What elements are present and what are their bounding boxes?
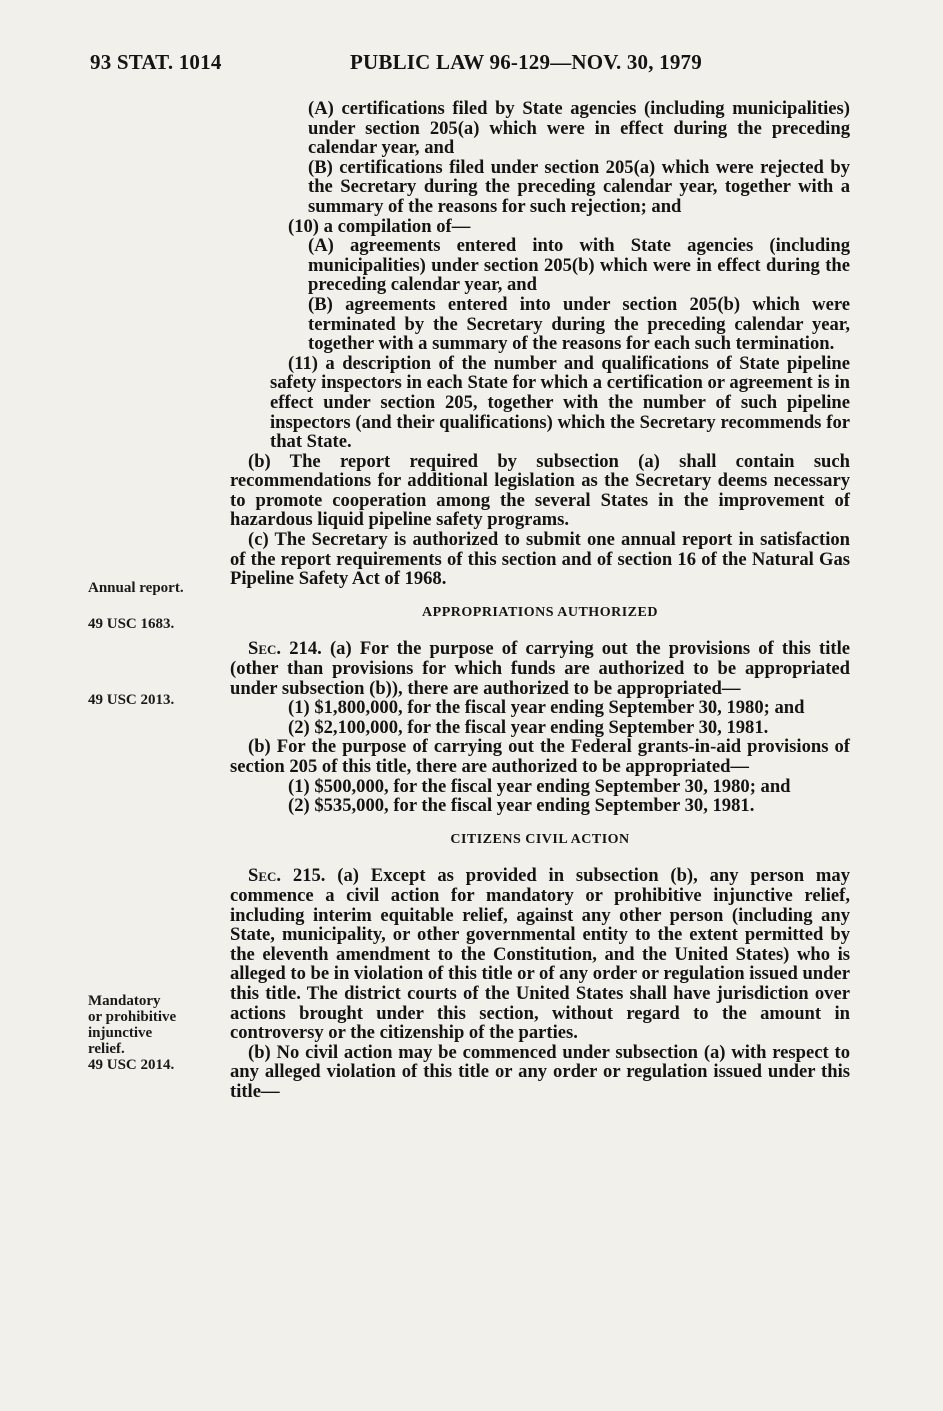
section-215a [230, 866, 850, 1042]
clause-10a: (A) agreements entered into with State agencies (including municipalities) under section 205(b) which were in effect during the preceding calendar year, and [308, 235, 850, 296]
margin-note-usc-1683: 49 USC 1683. [88, 616, 175, 632]
subsection-b: (b) The report required by subsection (a) shall contain such recommendations for additional legislation as the Secretary deems necessary to promote cooperation among the several States in the improvement of hazardous liquid pipeline safety programs. [230, 450, 850, 531]
section-215b: (b) No civil action may be commenced under subsection (a) with respect to any alleged violation of this title or any order or regulation issued under this title— [230, 1041, 850, 1102]
margin-note-line: relief. [88, 1041, 125, 1057]
margin-note-annual-report: Annual report. [88, 580, 184, 596]
clause-10b: (B) agreements entered into under section 205(b) which were terminated by the Secretary during the preceding calendar year, together with a summary of the reasons for each such termination. [308, 293, 850, 355]
section-215a-text: 215. (a) Except as provided in subsection (b), any person may commence a civil action for mandatory or prohibitive injunctive relief, including interim equitable relief, against any other person (including any State, municipality, or other governmental entity to the extent permitted by the eleventh amendment to the Constitution, and the United States) who is alleged to be in violation of this title or of any order or regulation issued under this title. The district courts of the United States shall have jurisdiction over actions brought under this section, without regard to the amount in controversy or the citizenship of the parties. [230, 865, 850, 1044]
margin-note-line: or prohibitive [88, 1009, 177, 1025]
section-214a-1: (1) $1,800,000, for the fiscal year ending September 30, 1980; and [288, 697, 805, 719]
clause-9a: (A) certifications filed by State agencies (including municipalities) under section 205(a) which were in effect during the preceding calendar year, and [308, 98, 850, 159]
margin-note-usc-2013: 49 USC 2013. [88, 692, 175, 708]
subsection-c: (c) The Secretary is authorized to submit one annual report in satisfaction of the report requirements of this section and of section 16 of the Natural Gas Pipeline Safety Act of 1968. [230, 529, 850, 590]
section-214b-2: (2) $535,000, for the fiscal year ending September 30, 1981. [288, 795, 755, 817]
section-214a [230, 639, 850, 698]
paragraph-11: (11) a description of the number and qualifications of State pipeline safety inspectors in each State for which a certification or agreement is in effect under section 205, together with the number of such pipeline inspectors (and their qualifications) which the Secretary recommends for that State. [270, 352, 850, 453]
margin-note-line: injunctive [88, 1025, 153, 1041]
stat-page-number: 93 STAT. 1014 [90, 50, 222, 74]
statute-body [230, 99, 850, 1102]
bleed-through-shadow [115, 195, 185, 285]
section-214b-1: (1) $500,000, for the fiscal year ending September 30, 1980; and [288, 775, 791, 797]
heading-citizens-civil-action: CITIZENS CIVIL ACTION [450, 831, 630, 847]
margin-note-line: Mandatory [88, 993, 161, 1009]
section-214a-2: (2) $2,100,000, for the fiscal year ending September 30, 1981. [288, 716, 769, 738]
paragraph-10: (10) a compilation of— [288, 215, 471, 237]
section-label: Sec. [248, 865, 282, 887]
margin-note-line: 49 USC 2014. [88, 1057, 175, 1073]
section-214a-text: 214. (a) For the purpose of carrying out the provisions of this title (other than provisions for which funds are authorized to be appropriated under subsection (b)), there are authorized to be appropriated— [230, 638, 850, 699]
margin-note-mandatory-relief [88, 993, 213, 1073]
heading-appropriations: APPROPRIATIONS AUTHORIZED [422, 604, 658, 620]
clause-9b [230, 158, 850, 217]
running-header-title: PUBLIC LAW 96-129—NOV. 30, 1979 [350, 50, 702, 74]
section-214b: (b) For the purpose of carrying out the Federal grants-in-aid provisions of section 205 of this title, there are authorized to be appropriated— [230, 736, 850, 777]
section-label: Sec. [248, 638, 282, 660]
clause-9b-text: (B) certifications filed under section 205(a) which were rejected by the Secretary during the preceding calendar year, together with a summary of the reasons for such rejection; and [308, 156, 850, 217]
